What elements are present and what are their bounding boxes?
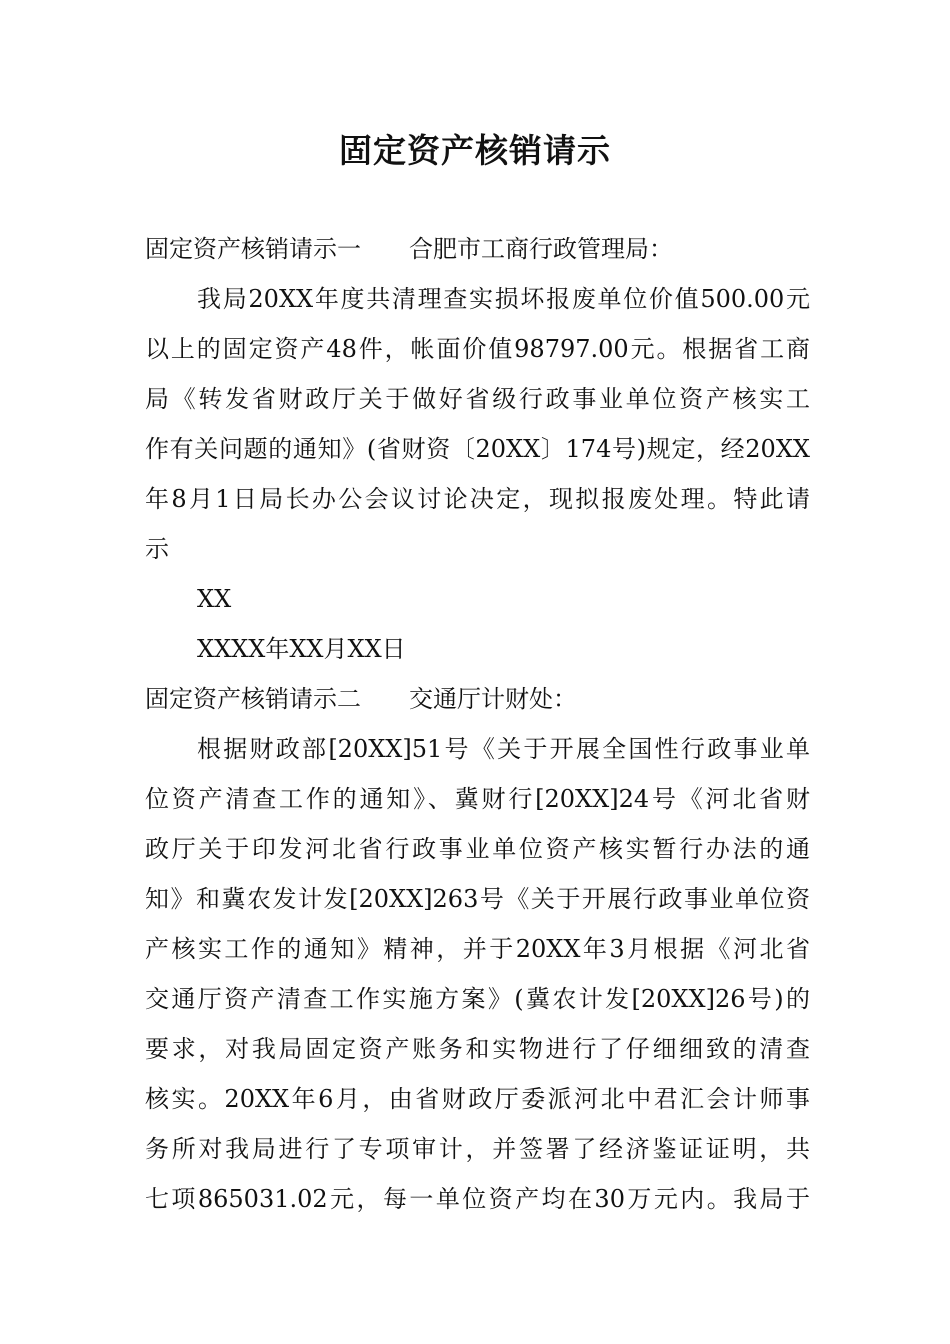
section2-heading-line	[145, 674, 810, 724]
section2-line: 务所对我局进行了专项审计，并签署了经济鉴证证明，共	[145, 1135, 810, 1163]
section2-line: 交通厅资产清查工作实施方案》(冀农计发[20XX]26号)的	[145, 985, 810, 1013]
section1-line: 我局20XX年度共清理查实损坏报废单位价值500.00元	[197, 285, 810, 313]
document-title: 固定资产核销请示	[339, 131, 611, 170]
section2-heading: 固定资产核销请示二	[145, 685, 361, 713]
section1-line: 示	[145, 535, 169, 563]
section1-line: 局《转发省财政厅关于做好省级行政事业单位资产核实工	[145, 385, 810, 413]
section1-heading-line	[145, 224, 810, 274]
section1-date: XXXX年XX月XX日	[197, 635, 406, 663]
section1-heading: 固定资产核销请示一	[145, 235, 361, 263]
section2-line: 要求，对我局固定资产账务和实物进行了仔细细致的清查	[145, 1035, 810, 1063]
section1-line: 年8月1日局长办公会议讨论决定，现拟报废处理。特此请	[145, 485, 810, 513]
section2-line: 七项865031.02元，每一单位资产均在30万元内。我局于	[145, 1185, 810, 1213]
document-body	[145, 224, 810, 1224]
section1-signature: XX	[197, 585, 232, 613]
section2-addressee: 交通厅计财处：	[409, 685, 577, 713]
section1-line: 以上的固定资产48件，帐面价值98797.00元。根据省工商	[145, 335, 810, 363]
section1-line: 作有关问题的通知》(省财资〔20XX〕174号)规定，经20XX	[145, 435, 810, 463]
section2-line: 政厅关于印发河北省行政事业单位资产核实暂行办法的通	[145, 835, 810, 863]
section2-line: 根据财政部[20XX]51号《关于开展全国性行政事业单	[197, 735, 810, 763]
section1-addressee: 合肥市工商行政管理局：	[409, 235, 673, 263]
section2-line: 核实。20XX年6月，由省财政厅委派河北中君汇会计师事	[145, 1085, 810, 1113]
section2-line: 位资产清查工作的通知》、冀财行[20XX]24号《河北省财	[145, 785, 810, 813]
section2-line: 知》和冀农发计发[20XX]263号《关于开展行政事业单位资	[145, 885, 810, 913]
section2-line: 产核实工作的通知》精神，并于20XX年3月根据《河北省	[145, 935, 810, 963]
